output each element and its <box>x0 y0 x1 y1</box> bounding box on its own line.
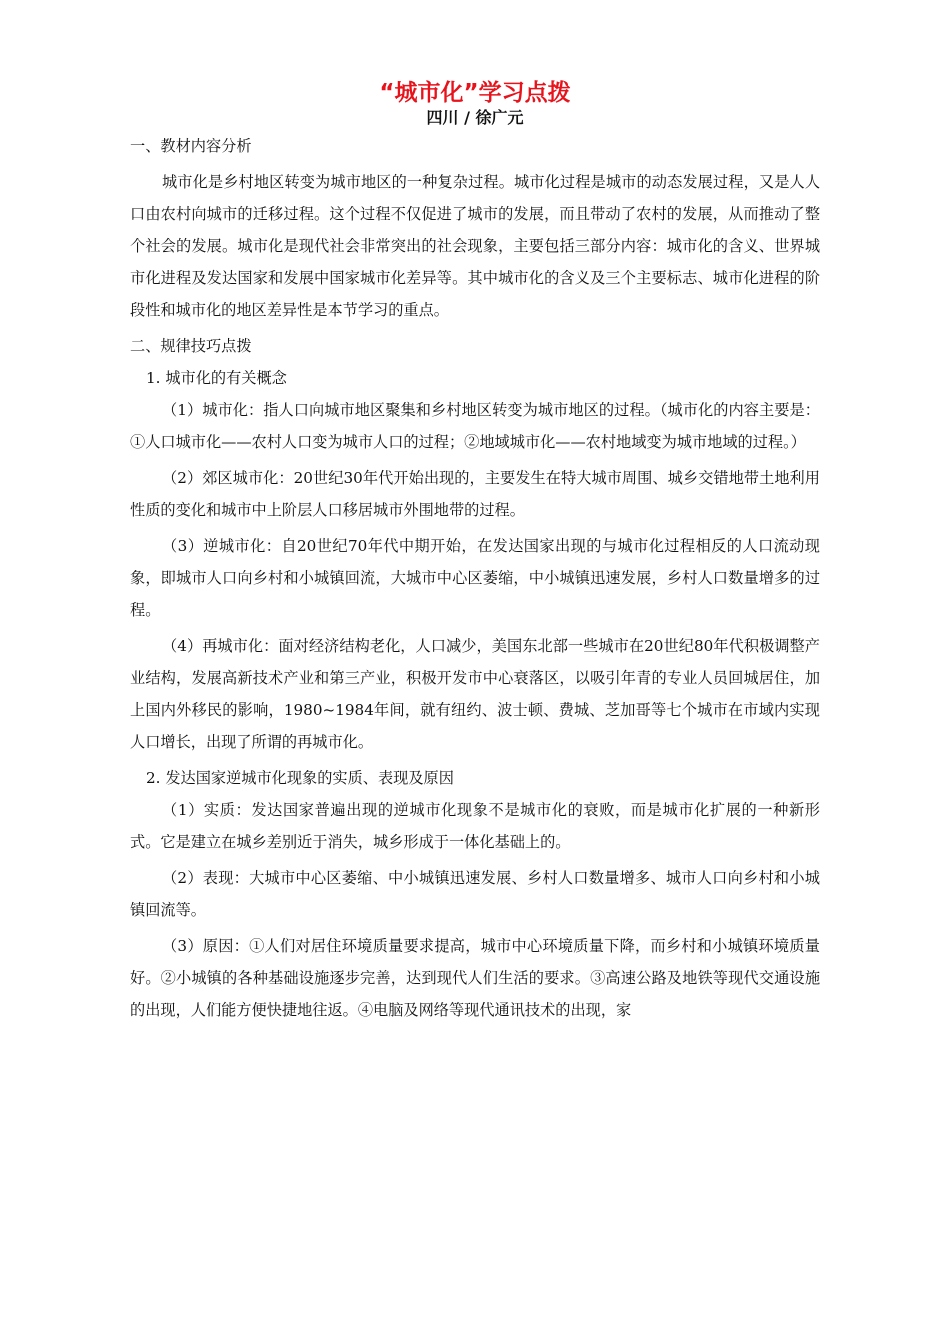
paragraph-manifestation: （2）表现：大城市中心区萎缩、中小城镇迅速发展、乡村人口数量增多、城市人口向乡村和小城镇回流等。 <box>130 869 820 919</box>
section-heading-tips: 二、规律技巧点拨 <box>130 337 252 355</box>
paragraph-counter-urbanization: （3）逆城市化：自20世纪70年代中期开始，在发达国家出现的与城市化过程相反的人口流动现象，即城市人口向乡村和小城镇回流，大城市中心区萎缩，中小城镇迅速发展，乡村人口数量增多的过程。 <box>130 537 820 619</box>
paragraph-analysis: 城市化是乡村地区转变为城市地区的一种复杂过程。城市化过程是城市的动态发展过程，又是人人口由农村向城市的迁移过程。这个过程不仅促进了城市的发展，而且带动了农村的发展，从而推动了整个社会的发展。城市化是现代社会非常突出的社会现象，主要包括三部分内容：城市化的含义、世界城市化进程及发达国家和发展中国家城市化差异等。其中城市化的含义及三个主要标志、城市化进程的阶段性和城市化的地区差异性是本节学习的重点。 <box>130 173 820 319</box>
subsection-heading-counter-urbanization: 2. 发达国家逆城市化现象的实质、表现及原因 <box>146 769 454 787</box>
page-title: “城市化”学习点拨 <box>379 80 571 106</box>
paragraph-suburbanization: （2）郊区城市化：20世纪30年代开始出现的，主要发生在特大城市周围、城乡交错地带土地利用性质的变化和城市中上阶层人口移居城市外围地带的过程。 <box>130 469 820 519</box>
author-line: 四川 / 徐广元 <box>426 108 524 127</box>
paragraph-causes: （3）原因：①人们对居住环境质量要求提高，城市中心环境质量下降，而乡村和小城镇环境质量好。②小城镇的各种基础设施逐步完善，达到现代人们生活的要求。③高速公路及地铁等现代交通设施的出现，人们能方便快捷地往返。④电脑及网络等现代通讯技术的出现，家 <box>130 937 820 1019</box>
subsection-heading-concepts: 1. 城市化的有关概念 <box>146 369 287 387</box>
paragraph-re-urbanization: （4）再城市化：面对经济结构老化，人口减少，美国东北部一些城市在20世纪80年代积极调整产业结构，发展高新技术产业和第三产业，积极开发市中心衰落区，以吸引年青的专业人员回城居住，加上国内外移民的影响，1980~1984年间，就有纽约、波士顿、费城、芝加哥等七个城市在市域内实现人口增长，出现了所谓的再城市化。 <box>130 637 820 751</box>
document-body <box>130 130 820 1030</box>
paragraph-essence: （1）实质：发达国家普遍出现的逆城市化现象不是城市化的衰败，而是城市化扩展的一种新形式。它是建立在城乡差别近于消失，城乡形成于一体化基础上的。 <box>130 801 820 851</box>
section-heading-analysis: 一、教材内容分析 <box>130 137 252 155</box>
paragraph-urbanization: （1）城市化：指人口向城市地区聚集和乡村地区转变为城市地区的过程。（城市化的内容主要是：①人口城市化——农村人口变为城市人口的过程；②地域城市化——农村地域变为城市地域的过程。） <box>130 401 820 451</box>
